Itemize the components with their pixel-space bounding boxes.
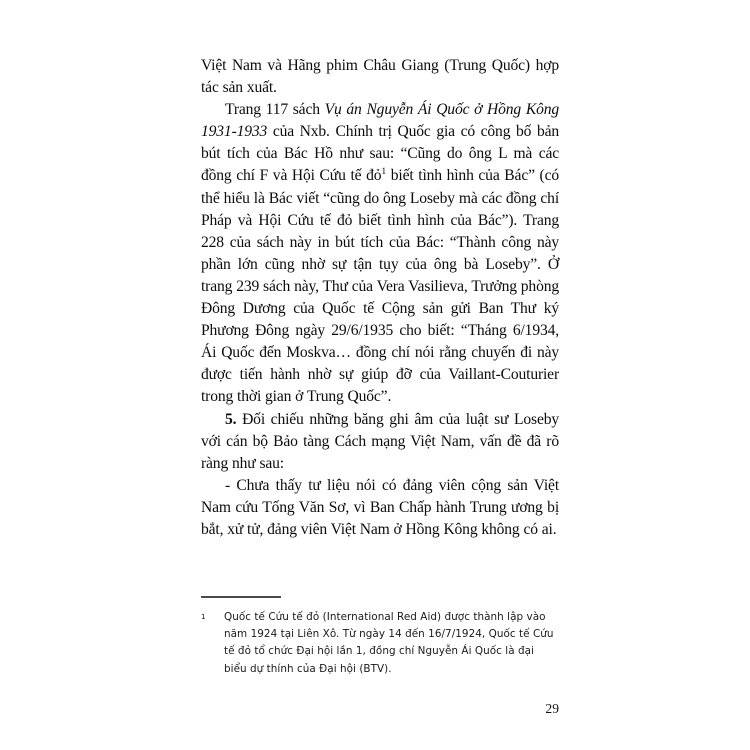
footnote-reference-marker[interactable]: 1	[381, 166, 387, 178]
footnote-block	[201, 596, 559, 678]
page-number: 29	[545, 701, 559, 716]
paragraph-3-text: Đối chiếu những băng ghi âm của luật sư Loseby với cán bộ Bảo tàng Cách mạng Việt Nam, vấn đề đã rõ ràng như sau:	[201, 410, 559, 472]
footnote-separator-rule	[201, 596, 281, 598]
book-title-italic: Vụ án Nguyễn Ái Quốc ở Hồng Kông 1931-1933	[201, 101, 560, 141]
paragraph-2	[201, 99, 559, 408]
paragraph-2-lead: Trang 117 sách	[225, 101, 325, 119]
list-number-marker: 5.	[225, 410, 237, 428]
paragraph-1: Việt Nam và Hãng phim Châu Giang (Trung Quốc) hợp tác sản xuất.	[201, 57, 559, 97]
footnote-entry	[201, 609, 559, 679]
body-text-column	[201, 55, 559, 541]
paragraph-2-tail: biết tình hình của Bác” (có thể hiểu là Bác viết “cũng do ông Loseby mà các đồng chí Pháp và Hội Cứu tế đỏ biết tình hình của Bác”). Trang 228 của sách này in bút tích của Bác: “Thành công này phần lớn cũng nhờ sự tận tụy của ông bà Loseby”. Ở trang 239 sách này, Thư của Vera Vasilieva, Trưởng phòng Đông Dương của Quốc tế Cộng sản gửi Ban Thư ký Phương Đông ngày 29/6/1935 cho biết: “Tháng 6/1934, Ái Quốc đến Moskva… đồng chí nói rằng chuyến đi này được tiến hành nhờ sự giúp đỡ của Vaillant-Couturier trong thời gian ở Trung Quốc”.	[201, 167, 559, 406]
footnote-text: Quốc tế Cứu tế đỏ (International Red Aid) được thành lập vào năm 1924 tại Liên Xô. Từ ngày 14 đến 16/7/1924, Quốc tế Cứu tế đỏ tổ chức Đại hội lần 1, đồng chí Nguyễn Ái Quốc là đại biểu dự thính của Đại hội (BTV).	[224, 610, 554, 675]
paragraph-2-mid: của Nxb. Chính trị Quốc gia có công bố bản bút tích của Bác Hồ như sau: “Cũng do ông L mà các đồng chí F và Hội Cứu tế đỏ	[201, 123, 559, 185]
paragraph-3	[201, 409, 559, 475]
footnote-number: 1	[201, 612, 206, 622]
paragraph-4: - Chưa thấy tư liệu nói có đảng viên cộng sản Việt Nam cứu Tống Văn Sơ, vì Ban Chấp hành Trung ương bị bắt, xử tử, đảng viên Việt Nam ở Hồng Kông không có ai.	[201, 476, 559, 538]
